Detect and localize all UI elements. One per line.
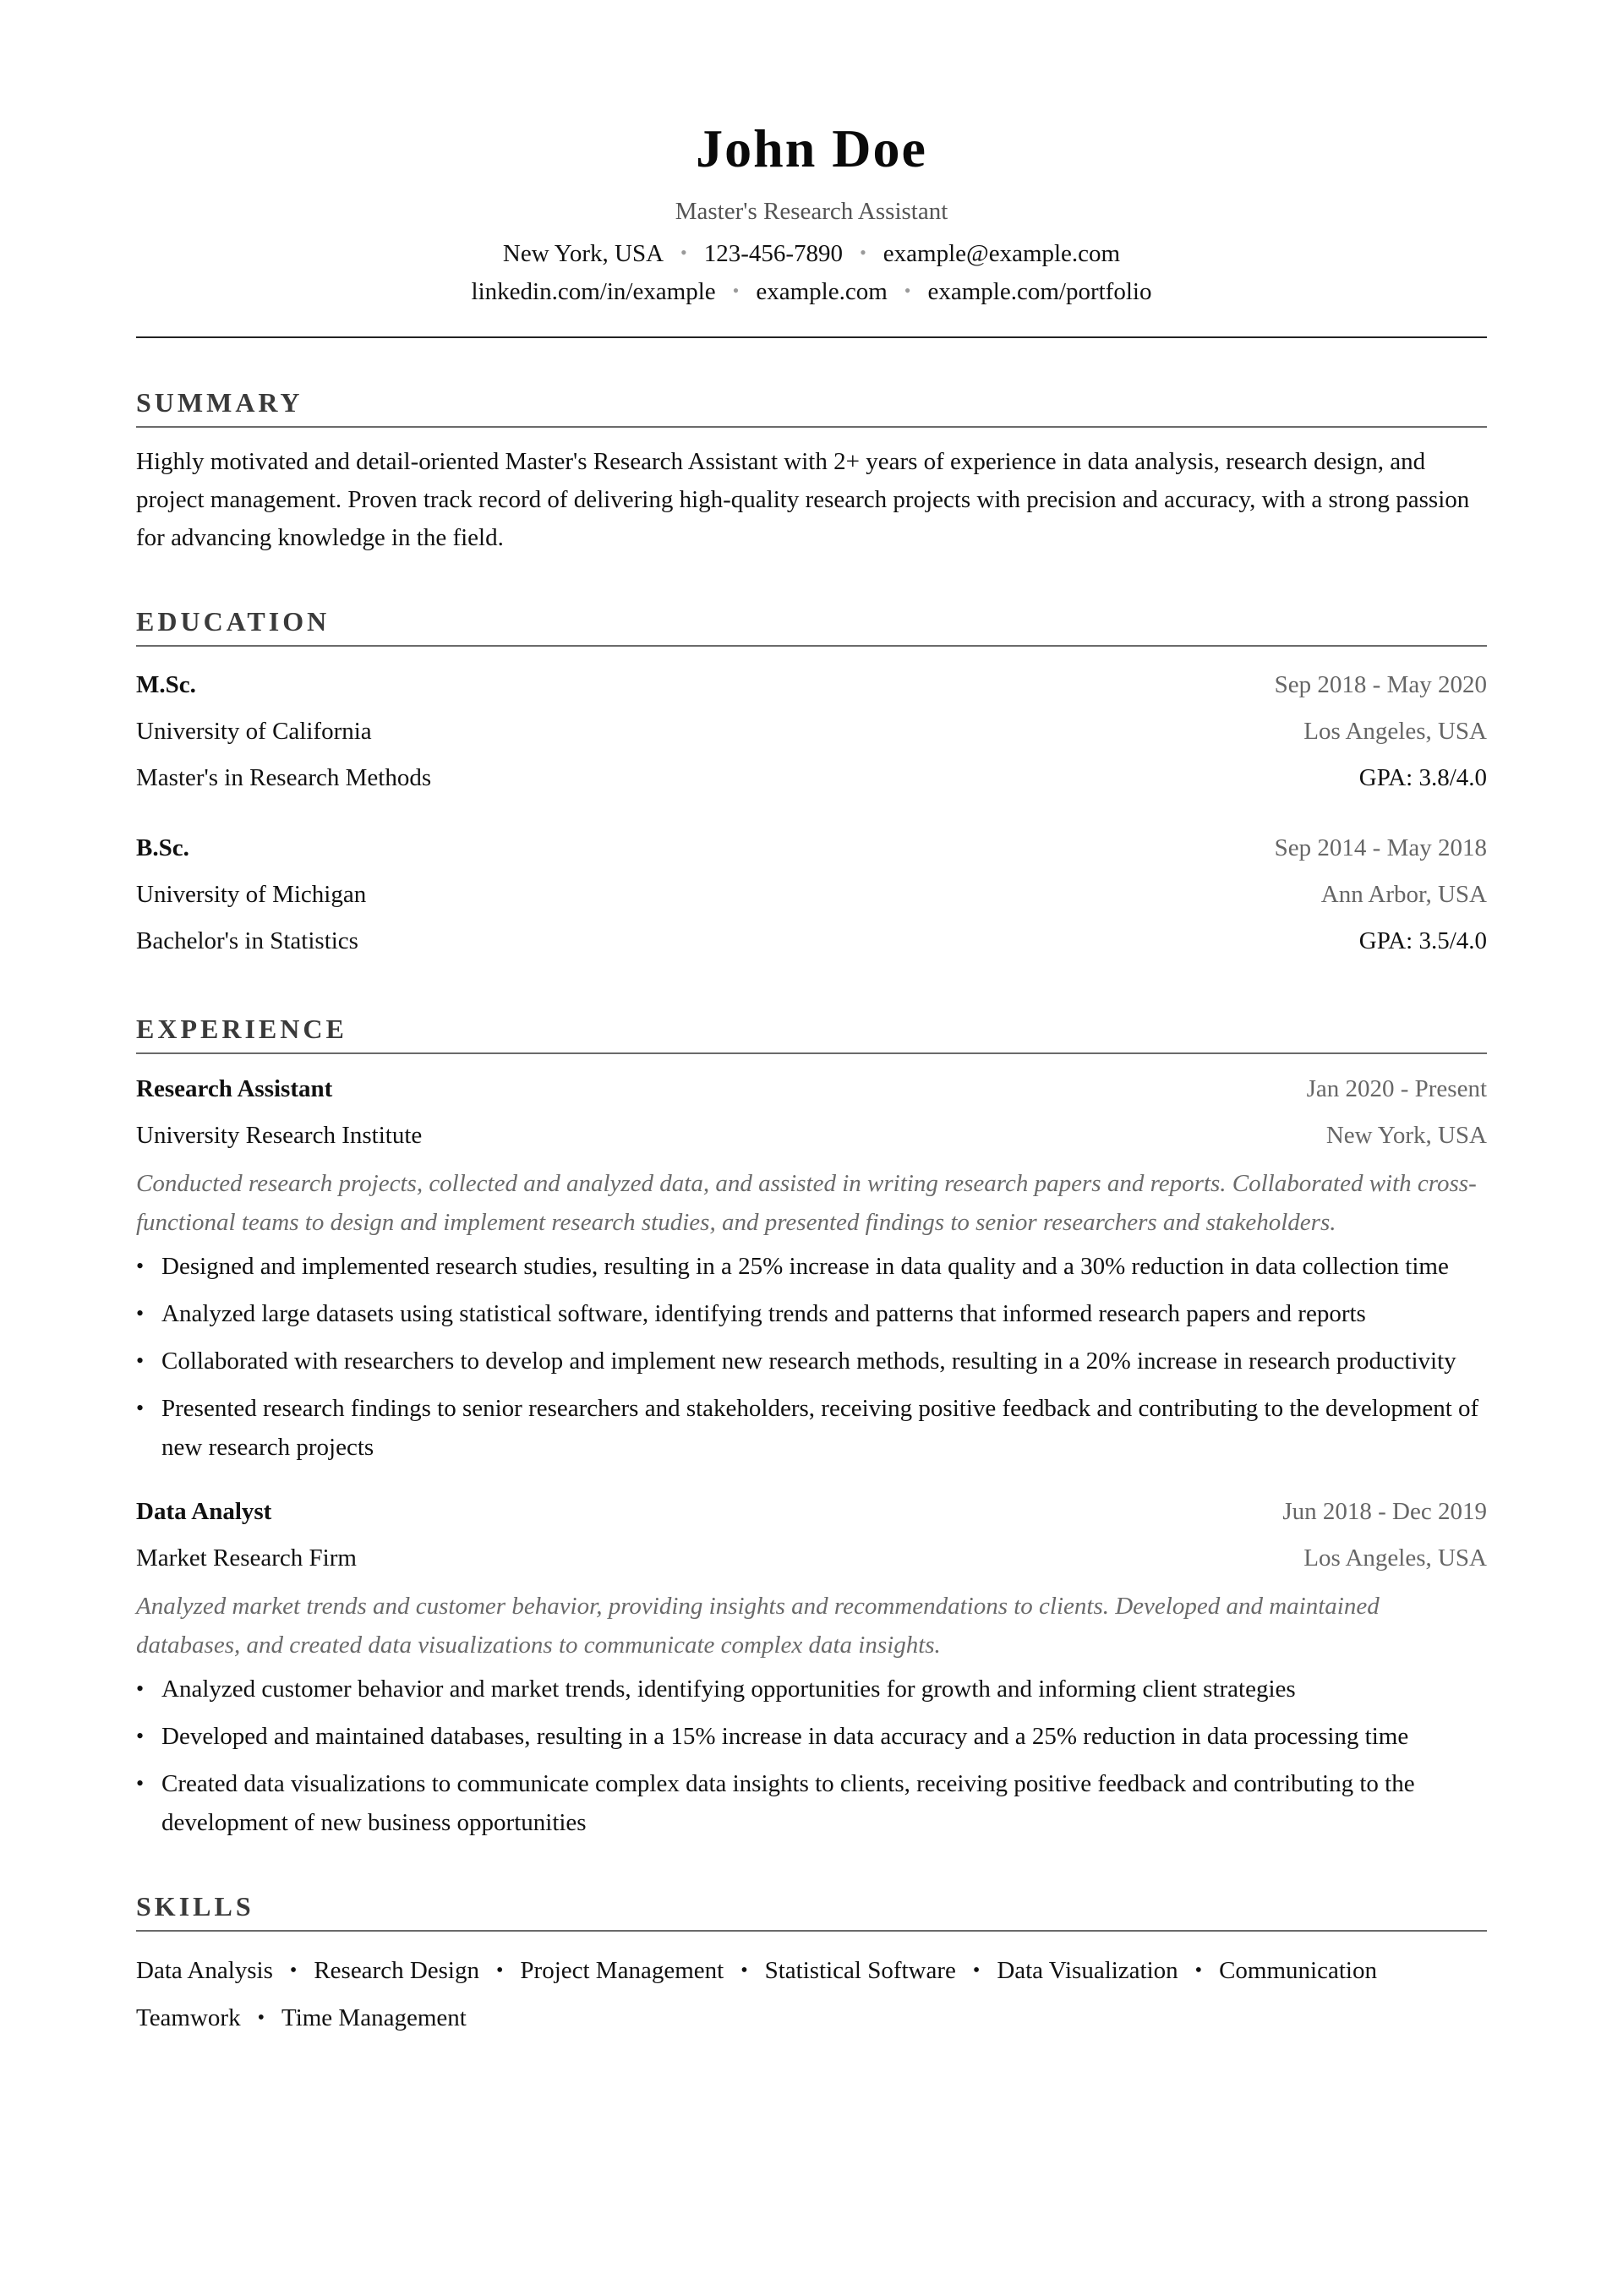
skill-item: Project Management (520, 1957, 724, 1984)
skill-separator: • (972, 1960, 981, 1982)
candidate-headline: Master's Research Assistant (675, 198, 948, 225)
education-entry (136, 662, 1487, 801)
experience-org: Market Research Firm (136, 1544, 357, 1572)
education-gpa: GPA: 3.5/4.0 (1358, 927, 1487, 954)
education-dates: Sep 2018 - May 2020 (1274, 671, 1487, 698)
contact-separator: • (860, 242, 866, 263)
experience-bullet-list (136, 1670, 1487, 1842)
education-degree-row (136, 825, 1487, 872)
experience-heading: EXPERIENCE (136, 1010, 1487, 1054)
experience-dates: Jun 2018 - Dec 2019 (1282, 1498, 1487, 1525)
education-school-row (136, 872, 1487, 918)
education-dates: Sep 2014 - May 2018 (1274, 834, 1487, 861)
skills-list (136, 1947, 1487, 2042)
experience-entry (136, 1489, 1487, 1842)
education-field: Master's in Research Methods (136, 764, 432, 791)
education-heading: EDUCATION (136, 603, 1487, 647)
education-gpa: GPA: 3.8/4.0 (1358, 764, 1487, 791)
contact-separator: • (680, 242, 687, 263)
experience-org: University Research Institute (136, 1122, 423, 1149)
education-field-row (136, 918, 1487, 965)
skill-separator: • (257, 2007, 265, 2029)
experience-bullet: • Designed and implemented research studies, resulting in a 25% increase in data quality and a 30% reduction in data collection time (136, 1247, 1487, 1286)
education-entry (136, 825, 1487, 965)
experience-bullet: • Presented research findings to senior researchers and stakeholders, receiving positive feedback and contributing to the development of new research projects (136, 1389, 1487, 1467)
education-degree: M.Sc. (136, 671, 196, 698)
experience-org-row (136, 1535, 1487, 1582)
education-school: University of California (136, 718, 372, 745)
header-divider (136, 336, 1487, 338)
skill-item: Data Visualization (997, 1957, 1178, 1984)
education-degree: B.Sc. (136, 834, 189, 861)
summary-section (136, 384, 1487, 557)
contact-separator: • (732, 280, 740, 301)
education-field-row (136, 755, 1487, 801)
skill-item: Teamwork (136, 2004, 241, 2031)
skill-separator: • (496, 1960, 504, 1982)
skill-separator: • (1194, 1960, 1203, 1982)
skill-separator: • (289, 1960, 298, 1982)
contact-linkedin-link[interactable]: linkedin.com/in/example (471, 278, 716, 305)
experience-location: Los Angeles, USA (1303, 1544, 1487, 1572)
contact-location: New York, USA (502, 240, 664, 267)
experience-bullet: • Developed and maintained databases, resulting in a 15% increase in data accuracy and a 25% reduction in data processing time (136, 1717, 1487, 1756)
skill-separator: • (740, 1960, 748, 1982)
summary-text: Highly motivated and detail-oriented Master's Research Assistant with 2+ years of experience in data analysis, research design, and project management. Proven track record of delivering high-quality research projects with precision and accuracy, with a strong passion for advancing knowledge in the field. (136, 448, 1470, 551)
resume-header (136, 0, 1487, 309)
experience-description: Analyzed market trends and customer behavior, providing insights and recommendations to clients. Developed and maintained databases, and created data visualizations to communicate complex data insights. (136, 1593, 1380, 1659)
education-degree-row (136, 662, 1487, 708)
experience-role: Data Analyst (136, 1498, 272, 1525)
summary-heading: SUMMARY (136, 384, 1487, 428)
skill-item: Time Management (281, 2004, 467, 2031)
skill-item: Research Design (314, 1957, 479, 1984)
contact-line-primary (136, 235, 1487, 271)
education-section (136, 603, 1487, 965)
skills-section (136, 1888, 1487, 2042)
education-location: Los Angeles, USA (1303, 718, 1487, 745)
education-location: Ann Arbor, USA (1320, 881, 1487, 908)
experience-role-row (136, 1489, 1487, 1535)
skill-item: Statistical Software (764, 1957, 956, 1984)
experience-dates: Jan 2020 - Present (1306, 1075, 1487, 1102)
education-field: Bachelor's in Statistics (136, 927, 358, 954)
experience-bullet-list (136, 1247, 1487, 1467)
experience-section (136, 1010, 1487, 1842)
experience-bullet: • Collaborated with researchers to develop and implement new research methods, resulting in a 20% increase in research productivity (136, 1342, 1487, 1380)
experience-bullet: • Analyzed customer behavior and market trends, identifying opportunities for growth and informing client strategies (136, 1670, 1487, 1708)
experience-description: Conducted research projects, collected and analyzed data, and assisted in writing research papers and reports. Collaborated with cross-functional teams to design and implement research studies, and presented findings to senior researchers and stakeholders. (136, 1170, 1477, 1236)
experience-org-row (136, 1112, 1487, 1159)
experience-location: New York, USA (1325, 1122, 1487, 1149)
experience-entry (136, 1066, 1487, 1467)
contact-email[interactable]: example@example.com (883, 240, 1121, 267)
education-school: University of Michigan (136, 881, 367, 908)
contact-phone[interactable]: 123-456-7890 (703, 240, 844, 267)
contact-website-link[interactable]: example.com (756, 278, 888, 305)
candidate-name: John Doe (696, 118, 927, 178)
experience-bullet: • Created data visualizations to communicate complex data insights to clients, receiving positive feedback and contributing to the development of new business opportunities (136, 1764, 1487, 1842)
education-school-row (136, 708, 1487, 755)
skills-heading: SKILLS (136, 1888, 1487, 1932)
experience-bullet: • Analyzed large datasets using statistical software, identifying trends and patterns that informed research papers and reports (136, 1294, 1487, 1333)
experience-role: Research Assistant (136, 1075, 333, 1102)
contact-portfolio-link[interactable]: example.com/portfolio (927, 278, 1152, 305)
experience-role-row (136, 1066, 1487, 1112)
skill-item: Communication (1219, 1957, 1377, 1984)
contact-line-links (136, 273, 1487, 309)
contact-separator: • (904, 280, 911, 301)
skill-item: Data Analysis (136, 1957, 273, 1984)
